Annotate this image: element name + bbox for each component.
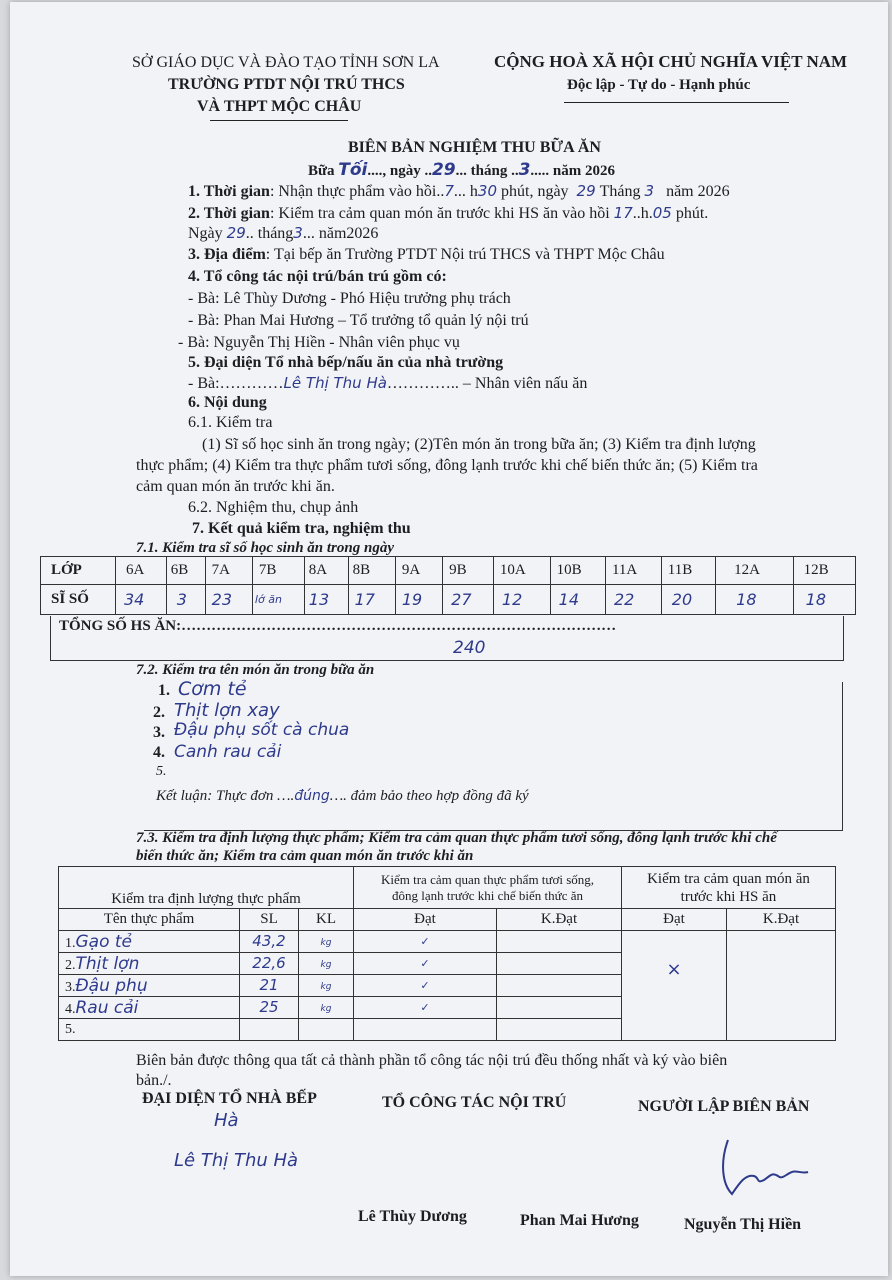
count-7b: lớ ăn xyxy=(254,593,282,606)
member-1: - Bà: Lê Thùy Dương - Phó Hiệu trưởng phụ trách xyxy=(188,290,511,307)
dish-num-5: 5. xyxy=(156,764,167,779)
meal-month-handwritten: 3 xyxy=(518,160,531,180)
header-dish: Kiểm tra cảm quan món ăn trước khi HS ăn xyxy=(622,867,836,909)
count-6b: 3 xyxy=(176,589,187,609)
cook-name-handwritten: Lê Thị Thu Hà xyxy=(283,374,387,392)
dish-name-4: Canh rau cải xyxy=(174,742,282,762)
sign-title-recorder: NGƯỜI LẬP BIÊN BẢN xyxy=(638,1098,810,1115)
dish-name-3: Đậu phụ sốt cà chua xyxy=(174,720,350,740)
col-dish-kdat: K.Đạt xyxy=(727,909,836,931)
class-12b: 12B xyxy=(793,557,855,585)
food-name-4: Rau cải xyxy=(75,997,139,1018)
food-sl-3: 21 xyxy=(259,976,279,994)
document-page xyxy=(10,2,888,1276)
kitchen-sign-handwritten: Hà xyxy=(214,1110,239,1131)
member-3: - Bà: Nguyễn Thị Hiền - Nhân viên phục vụ xyxy=(178,334,460,351)
item-6-2: 6.2. Nghiệm thu, chụp ảnh xyxy=(188,499,359,516)
food-name-1: Gạo tẻ xyxy=(75,931,133,952)
kitchen-name-handwritten: Lê Thị Thu Hà xyxy=(174,1150,299,1171)
nation-motto: Độc lập - Tự do - Hạnh phúc xyxy=(567,77,751,93)
item-7-heading: 7. Kết quả kiểm tra, nghiệm thu xyxy=(192,520,411,537)
conclusion-handwritten: đúng xyxy=(294,788,330,804)
meal-name-handwritten: Tối xyxy=(338,160,368,180)
name-nguyen-thi-hien: Nguyễn Thị Hiền xyxy=(684,1216,802,1233)
col-food-name: Tên thực phẩm xyxy=(59,909,240,931)
class-9b: 9B xyxy=(443,557,494,585)
section-7-3-title-1: 7.3. Kiểm tra định lượng thực phẩm; Kiểm tra cảm quan thực phẩm tươi sống, đông lạnh trước khi chế xyxy=(136,830,777,846)
fresh-dat-2: ✓ xyxy=(420,957,430,970)
col-fresh-dat: Đạt xyxy=(354,909,497,931)
food-name-3: Đậu phụ xyxy=(75,975,148,996)
item-6-heading: 6. Nội dung xyxy=(188,394,267,411)
class-row xyxy=(41,557,856,585)
item-2-date-line: Ngày 29.. tháng3... năm2026 xyxy=(188,224,379,242)
class-11a: 11A xyxy=(605,557,661,585)
item-1-line: 1. Thời gian: Nhận thực phẩm vào hồi..7... h30 phút, ngày 29 Tháng 3 năm 2026 xyxy=(188,182,730,200)
count-6a: 34 xyxy=(124,589,145,609)
food-table-group-header xyxy=(59,867,836,909)
table-row: 3.Đậu phụ 21 kg ✓ xyxy=(59,975,836,997)
meal-day-handwritten: 29 xyxy=(431,160,456,180)
school-name-line2: VÀ THPT MỘC CHÂU xyxy=(197,98,362,115)
class-7b: 7B xyxy=(252,557,304,585)
item-2-line: 2. Thời gian: Kiểm tra cảm quan món ăn trước khi HS ăn vào hồi 17..h.05 phút. xyxy=(188,204,709,222)
class-7a: 7A xyxy=(205,557,252,585)
table-row: 4.Rau cải 25 kg ✓ xyxy=(59,997,836,1019)
food-sl-4: 25 xyxy=(259,998,279,1016)
food-kl-4: kg xyxy=(320,1004,332,1014)
dept-name: SỞ GIÁO DỤC VÀ ĐÀO TẠO TỈNH SƠN LA xyxy=(132,54,440,71)
class-8b: 8B xyxy=(348,557,395,585)
count-9b: 27 xyxy=(451,589,472,609)
class-11b: 11B xyxy=(661,557,715,585)
class-10a: 10A xyxy=(493,557,550,585)
count-10b: 14 xyxy=(558,589,580,609)
food-name-2: Thịt lợn xyxy=(75,953,140,974)
header-underline-left xyxy=(210,120,348,121)
class-label: LỚP xyxy=(41,557,116,585)
fresh-dat-1: ✓ xyxy=(420,935,430,948)
dish-num-2: 2. xyxy=(153,704,165,721)
food-kl-1: kg xyxy=(320,938,332,948)
dish-num-4: 4. xyxy=(153,744,165,761)
header-fresh: Kiểm tra cảm quan thực phẩm tươi sống, đông lạnh trước khi chế biến thức ăn xyxy=(354,867,622,909)
count-9a: 19 xyxy=(401,589,423,609)
check-hour-handwritten: 17 xyxy=(613,204,633,222)
section-7-3-title-2: biến thức ăn; Kiểm tra cảm quan món ăn trước khi ăn xyxy=(136,848,474,864)
count-row xyxy=(41,585,856,615)
menu-conclusion: Kết luận: Thực đơn ….đúng…. đảm bảo theo hợp đồng đã ký xyxy=(156,788,529,804)
food-kl-3: kg xyxy=(320,982,332,992)
col-sl: SL xyxy=(240,909,299,931)
class-6a: 6A xyxy=(116,557,167,585)
header-underline-right xyxy=(564,102,789,103)
dish-dat-mark: × xyxy=(666,959,682,980)
total-value-handwritten: 240 xyxy=(453,638,486,658)
food-table-column-header xyxy=(59,909,836,931)
count-8a: 13 xyxy=(308,589,330,609)
col-kl: KL xyxy=(299,909,354,931)
count-8b: 17 xyxy=(354,589,375,609)
count-12a: 18 xyxy=(736,589,757,609)
class-8a: 8A xyxy=(304,557,348,585)
dish-name-1: Cơm tẻ xyxy=(178,678,247,700)
class-count-table xyxy=(40,556,856,615)
count-11a: 22 xyxy=(613,589,635,609)
school-name-line1: TRƯỜNG PTDT NỘI TRÚ THCS xyxy=(168,76,405,93)
item-6-para-3: cảm quan món ăn trước khi ăn. xyxy=(136,478,335,495)
item-6-para-2: thực phẩm; (4) Kiểm tra thực phẩm tươi sống, đông lạnh trước khi chế biến thức ăn; (5) Kiểm tra xyxy=(136,457,758,474)
cook-line: - Bà:…………Lê Thị Thu Hà………….. – Nhân viên nấu ăn xyxy=(188,374,588,392)
food-sl-1: 43,2 xyxy=(252,932,286,950)
item-3-line: 3. Địa điểm: Tại bếp ăn Trường PTDT Nội trú THCS và THPT Mộc Châu xyxy=(188,246,665,263)
sign-title-committee: TỔ CÔNG TÁC NỘI TRÚ xyxy=(382,1094,567,1111)
table-row: 1.Gạo tẻ 43,2 kg ✓ × xyxy=(59,931,836,953)
dish-name-2: Thịt lợn xay xyxy=(174,700,280,721)
count-12b: 18 xyxy=(805,589,826,609)
count-7a: 23 xyxy=(211,589,232,609)
sign-title-kitchen: ĐẠI DIỆN TỔ NHÀ BẾP xyxy=(142,1090,317,1107)
nation-title: CỘNG HOÀ XÃ HỘI CHỦ NGHĨA VIỆT NAM xyxy=(494,52,848,71)
section-7-1-title: 7.1. Kiểm tra sĩ số học sinh ăn trong ngày xyxy=(136,540,394,556)
name-le-thuy-duong: Lê Thùy Dương xyxy=(358,1208,467,1225)
receive-month-handwritten: 3 xyxy=(644,182,655,200)
food-sl-2: 22,6 xyxy=(252,954,286,972)
check-day-handwritten: 29 xyxy=(226,224,246,242)
closing-line-1: Biên bản được thông qua tất cả thành phần tổ công tác nội trú đều thống nhất và ký vào biên xyxy=(136,1052,728,1069)
receive-minute-handwritten: 30 xyxy=(477,182,497,200)
item-5-heading: 5. Đại diện Tổ nhà bếp/nấu ăn của nhà trường xyxy=(188,354,504,371)
food-num-5: 5. xyxy=(65,1022,76,1037)
meal-line: Bữa Tối...., ngày ..29... tháng ..3..... năm 2026 xyxy=(308,160,616,180)
item-6-para-1: (1) Sĩ số học sinh ăn trong ngày; (2)Tên món ăn trong bữa ăn; (3) Kiểm tra định lượng xyxy=(202,436,756,453)
closing-line-2: bản./. xyxy=(136,1072,172,1089)
item-4-heading: 4. Tổ công tác nội trú/bán trú gồm có: xyxy=(188,268,447,285)
receive-hour-handwritten: 7 xyxy=(444,182,454,200)
count-label: SĨ SỐ xyxy=(41,585,116,615)
doc-title: BIÊN BẢN NGHIỆM THU BỮA ĂN xyxy=(348,139,601,156)
item-6-1: 6.1. Kiểm tra xyxy=(188,414,273,431)
dish-num-3: 3. xyxy=(153,724,165,741)
class-9a: 9A xyxy=(395,557,442,585)
total-label: TỔNG SỐ HS ĂN:…………………………………………………………………………… xyxy=(59,618,617,634)
class-12a: 12A xyxy=(716,557,794,585)
total-box xyxy=(50,616,844,661)
name-phan-mai-huong: Phan Mai Hương xyxy=(520,1212,639,1229)
fresh-dat-4: ✓ xyxy=(420,1001,430,1014)
dish-num-1: 1. xyxy=(158,682,170,699)
recorder-signature xyxy=(710,1132,820,1202)
food-check-table xyxy=(58,866,836,1041)
section-7-2-title: 7.2. Kiểm tra tên món ăn trong bữa ăn xyxy=(136,662,375,678)
check-minute-handwritten: 05 xyxy=(652,204,672,222)
fresh-dat-3: ✓ xyxy=(420,979,430,992)
count-11b: 20 xyxy=(671,589,693,609)
food-kl-2: kg xyxy=(320,960,332,970)
class-10b: 10B xyxy=(550,557,605,585)
col-fresh-kdat: K.Đạt xyxy=(497,909,622,931)
check-month-handwritten: 3 xyxy=(293,224,303,242)
class-6b: 6B xyxy=(166,557,205,585)
count-10a: 12 xyxy=(501,589,523,609)
receive-day-handwritten: 29 xyxy=(576,182,596,200)
table-row: 2.Thịt lợn 22,6 kg ✓ xyxy=(59,953,836,975)
col-dish-dat: Đạt xyxy=(622,909,727,931)
member-2: - Bà: Phan Mai Hương – Tổ trưởng tổ quản lý nội trú xyxy=(188,312,529,329)
header-quantity: Kiểm tra định lượng thực phẩm xyxy=(59,867,354,909)
